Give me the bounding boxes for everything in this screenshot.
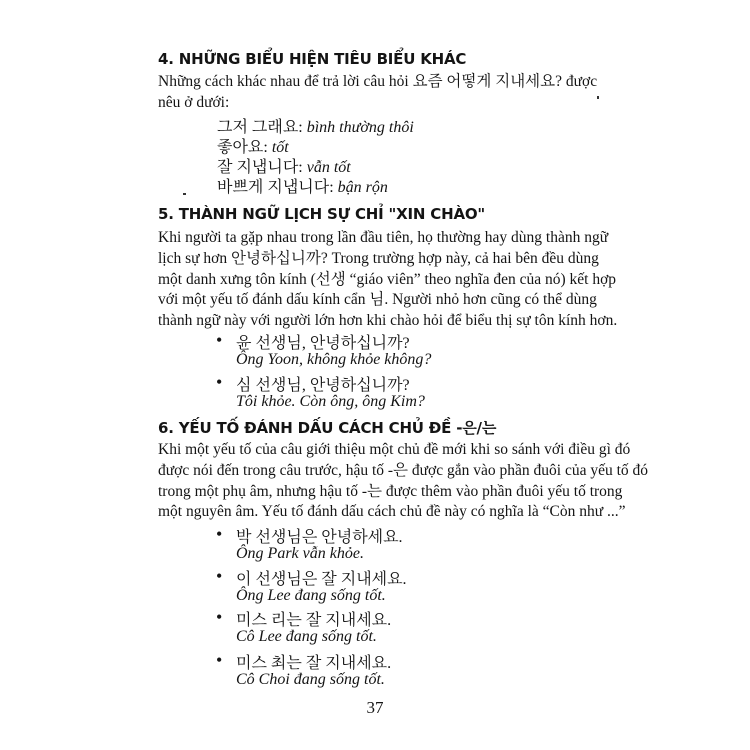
vietnamese-text: Ông Yoon, không khỏe không? — [236, 351, 432, 368]
section-4-intro — [158, 72, 598, 114]
text-line: thành ngữ này với người lớn hơn khi chào hỏi để biểu thị sự tôn kính hơn. — [158, 312, 618, 330]
text-line: Khi một yếu tố của câu giới thiệu một chủ đề mới khi so sánh với điều gì đó — [158, 441, 631, 458]
text-line: được nói đến trong câu trước, hậu tố -은 được gắn vào phần đuôi của yếu tố đó — [158, 461, 649, 479]
vietnamese-text: Ông Park vẫn khỏe. — [236, 545, 364, 562]
vietnamese-text: Cô Choi đang sống tốt. — [236, 671, 385, 688]
bullet-icon: • — [216, 372, 223, 392]
page-number: 37 — [366, 698, 384, 717]
bullet-icon: • — [216, 566, 223, 586]
vietnamese-text: bình thường thôi — [306, 119, 414, 136]
section-4-heading: 4. NHỮNG BIỂU HIỆN TIÊU BIỂU KHÁC — [158, 50, 467, 68]
text-line: lịch sự hơn 안녕하십니까? Trong trường hợp này, cả hai bên đều dùng — [158, 249, 599, 267]
korean-text: 그저 그래요: — [217, 119, 307, 136]
text-line: một nguyên âm. Yếu tố đánh dấu cách chủ đề này có nghĩa là “Còn như ...” — [158, 503, 626, 521]
print-speck — [183, 193, 186, 195]
vietnamese-text: vẫn tốt — [306, 159, 351, 176]
korean-text: 바쁘게 지냅니다: — [217, 179, 338, 196]
text-line: một danh xưng tôn kính (선생 “giáo viên” theo nghĩa đen của nó) kết hợp — [158, 270, 617, 288]
text-line: trong một phụ âm, nhưng hậu tố -는 được thêm vào phần đuôi yếu tố trong — [158, 482, 623, 500]
korean-text: 심 선생님, 안녕하십니까? — [236, 377, 410, 394]
text-line: Những cách khác nhau để trả lời câu hỏi 요즘 어떻게 지내세요? được — [158, 73, 598, 90]
korean-text: 잘 지냅니다: — [217, 159, 307, 176]
bullet-icon: • — [216, 330, 223, 350]
vietnamese-text: Tôi khỏe. Còn ông, ông Kim? — [236, 393, 425, 410]
section-5-heading: 5. THÀNH NGỮ LỊCH SỰ CHỈ "XIN CHÀO" — [158, 205, 486, 223]
section-6-heading: 6. YẾU TỐ ĐÁNH DẤU CÁCH CHỦ ĐỀ -은/는 — [158, 419, 497, 437]
korean-text: 박 선생님은 안녕하세요. — [236, 529, 403, 546]
bullet-icon: • — [216, 607, 223, 627]
vietnamese-text: bận rộn — [337, 179, 388, 196]
vietnamese-text: tốt — [271, 139, 289, 156]
korean-text: 미스 최는 잘 지내세요. — [236, 655, 392, 672]
korean-text: 이 선생님은 잘 지내세요. — [236, 571, 407, 588]
example-line — [217, 174, 388, 197]
text-line: với một yếu tố đánh dấu kính cẩn 님. Người nhỏ hơn cũng có thể dùng — [158, 291, 597, 309]
section-6-paragraph — [158, 440, 649, 523]
korean-text: 좋아요: — [217, 139, 272, 156]
korean-text: 미스 리는 잘 지내세요. — [236, 612, 392, 629]
bullet-icon: • — [216, 524, 223, 544]
section-5-paragraph — [158, 228, 618, 332]
text-line: Khi người ta gặp nhau trong lần đầu tiên, họ thường hay dùng thành ngữ — [158, 229, 609, 246]
korean-text: 윤 선생님, 안녕하십니까? — [236, 335, 410, 352]
vietnamese-text: Cô Lee đang sống tốt. — [236, 628, 377, 645]
print-speck — [597, 96, 599, 99]
text-line: nêu ở dưới: — [158, 93, 230, 111]
vietnamese-text: Ông Lee đang sống tốt. — [236, 587, 386, 604]
bullet-icon: • — [216, 650, 223, 670]
